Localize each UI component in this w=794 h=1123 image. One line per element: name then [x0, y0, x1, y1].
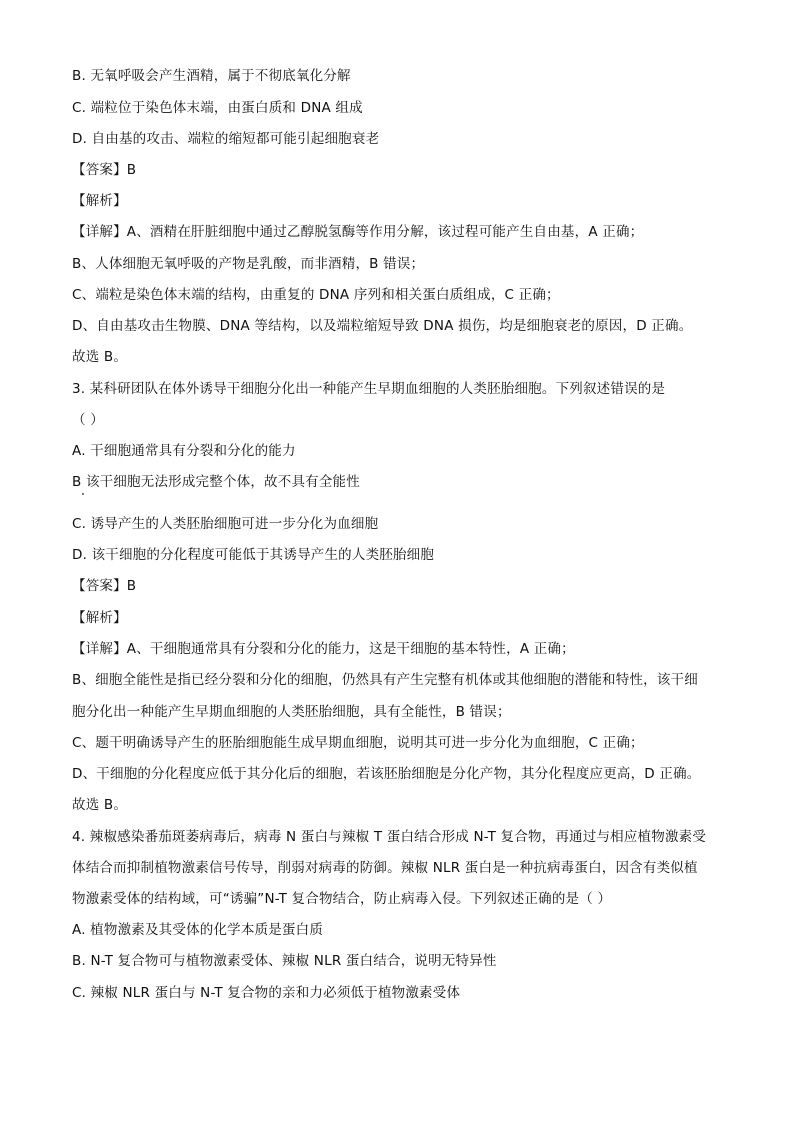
explanation-line: C、端粒是染色体末端的结构，由重复的 DNA 序列和相关蛋白质组成，C 正确； [72, 287, 560, 303]
conclusion-line: 故选 B。 [72, 797, 128, 813]
analysis-heading: 【解析】 [72, 610, 127, 626]
option-b-line: B. 无氧呼吸会产生酒精，属于不彻底氧化分解 [72, 68, 351, 84]
explanation-line: B、细胞全能性是指已经分裂和分化的细胞，仍然具有产生完整有机体或其他细胞的潜能和特性，该干细 [72, 672, 698, 688]
stray-dot [82, 493, 84, 495]
explanation-line: 【详解】A、酒精在肝脏细胞中通过乙醇脱氢酶等作用分解，该过程可能产生自由基，A 正确； [72, 224, 644, 240]
option-c-line: C. 诱导产生的人类胚胎细胞可进一步分化为血细胞 [72, 516, 379, 532]
analysis-heading: 【解析】 [72, 193, 127, 209]
question-3-stem: 3. 某科研团队在体外诱导干细胞分化出一种能产生早期血细胞的人类胚胎细胞。下列叙述错误的是 [72, 381, 666, 397]
explanation-line: B、人体细胞无氧呼吸的产物是乳酸，而非酒精，B 错误； [72, 256, 425, 272]
option-a-line: A. 植物激素及其受体的化学本质是蛋白质 [72, 922, 324, 938]
option-a-line: A. 干细胞通常具有分裂和分化的能力 [72, 443, 296, 459]
option-b-line: B 该干细胞无法形成完整个体，故不具有全能性 [72, 474, 360, 490]
option-d-line: D. 自由基的攻击、端粒的缩短都可能引起细胞衰老 [72, 131, 380, 147]
question-4-stem: 物激素受体的结构域，可“诱骗”N-T 复合物结合，防止病毒入侵。下列叙述正确的是（ ） [72, 891, 612, 907]
option-d-line: D. 该干细胞的分化程度可能低于其诱导产生的人类胚胎细胞 [72, 547, 435, 563]
option-c-line: C. 端粒位于染色体末端，由蛋白质和 DNA 组成 [72, 100, 363, 116]
explanation-line: D、自由基攻击生物膜、DNA 等结构，以及端粒缩短导致 DNA 损伤，均是细胞衰老的原因，D 正确。 [72, 318, 693, 334]
option-c-line: C. 辣椒 NLR 蛋白与 N-T 复合物的亲和力必须低于植物激素受体 [72, 985, 461, 1001]
question-4-stem: 体结合而抑制植物激素信号传导，削弱对病毒的防御。辣椒 NLR 蛋白是一种抗病毒蛋白，因含有类似植 [72, 860, 698, 876]
explanation-line: D、干细胞的分化程度应低于其分化后的细胞，若该胚胎细胞是分化产物，其分化程度应更高，D 正确。 [72, 766, 701, 782]
question-3-bracket: （ ） [72, 412, 104, 428]
conclusion-line: 故选 B。 [72, 349, 128, 365]
question-4-stem: 4. 辣椒感染番茄斑萎病毒后，病毒 N 蛋白与辣椒 T 蛋白结合形成 N-T 复合物，再通过与相应植物激素受 [72, 829, 707, 845]
explanation-line: C、题干明确诱导产生的胚胎细胞能生成早期血细胞，说明其可进一步分化为血细胞，C 正确； [72, 735, 644, 751]
option-b-line: B. N-T 复合物可与植物激素受体、辣椒 NLR 蛋白结合，说明无特异性 [72, 953, 497, 969]
explanation-line: 【详解】A、干细胞通常具有分裂和分化的能力，这是干细胞的基本特性，A 正确； [72, 641, 575, 657]
answer-line: 【答案】B [72, 578, 137, 594]
explanation-line: 胞分化出一种能产生早期血细胞的人类胚胎细胞，具有全能性，B 错误； [72, 704, 511, 720]
answer-line: 【答案】B [72, 162, 137, 178]
